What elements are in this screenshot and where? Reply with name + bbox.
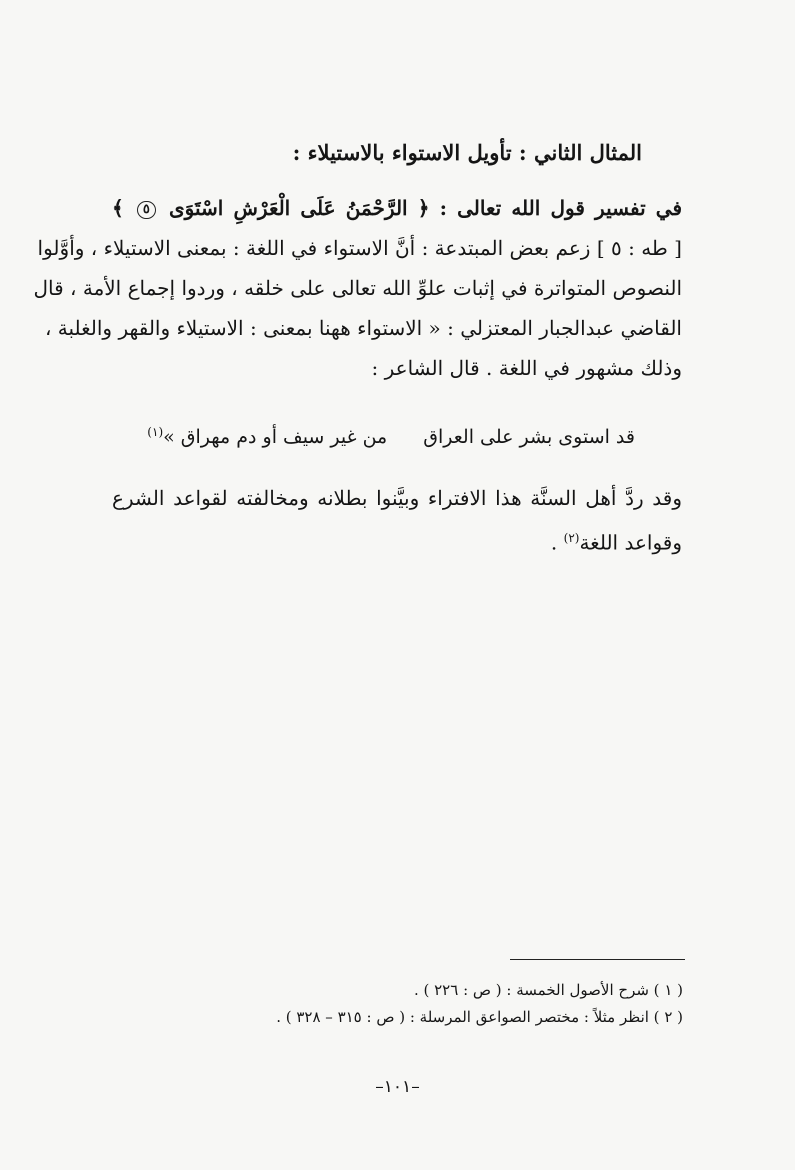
paragraph-2 bbox=[112, 478, 682, 563]
paragraph-2-line-2-text: وقواعد اللغة bbox=[579, 530, 682, 555]
paragraph-1-line-4: القاضي عبدالجبار المعتزلي : « الاستواء ههنا بمعنى : الاستيلاء والقهر والغلبة ، bbox=[44, 316, 682, 340]
paragraph-2-line-1: وقد ردَّ أهل السنَّة هذا الافتراء وبيَّنوا بطلانه ومخالفته لقواعد الشرع bbox=[112, 486, 682, 510]
footnote-2: ( ٢ ) انظر مثلاً : مختصر الصواعق المرسلة : ( ص : ٣١٥ – ٣٢٨ ) . bbox=[276, 1008, 683, 1026]
verse-number-marker: ٥ bbox=[137, 201, 156, 219]
paragraph-1-line-3: النصوص المتواترة في إثبات علوِّ الله تعالى على خلقه ، وردوا إجماع الأمة ، قال bbox=[33, 276, 682, 300]
footnote-ref-1[interactable]: (١) bbox=[147, 425, 164, 439]
section-heading: المثال الثاني : تأويل الاستواء بالاستيلاء : bbox=[292, 140, 642, 165]
paragraph-1-line-2: [ طه : ٥ ] زعم بعض المبتدعة : أنَّ الاستواء في اللغة : بمعنى الاستيلاء ، وأوَّلوا bbox=[37, 236, 682, 260]
footnote-ref-2[interactable]: (٢) bbox=[563, 531, 580, 545]
quran-bracket-close: ﴾ bbox=[112, 196, 124, 220]
footnote-divider bbox=[510, 959, 685, 960]
footnotes-section bbox=[276, 977, 683, 1031]
paragraph-1 bbox=[33, 188, 683, 388]
quran-verse-text: في تفسير قول الله تعالى : ﴿ الرَّحْمَنُ عَلَى الْعَرْشِ اسْتَوَى bbox=[169, 196, 683, 220]
paragraph-2-period: . bbox=[550, 530, 558, 555]
poem-hemistich-1: قد استوى بشر على العراق bbox=[423, 426, 635, 449]
paragraph-1-line-5: وذلك مشهور في اللغة . قال الشاعر : bbox=[371, 356, 682, 380]
page-number: –١٠١– bbox=[375, 1077, 420, 1097]
footnote-1: ( ١ ) شرح الأصول الخمسة : ( ص : ٢٢٦ ) . bbox=[413, 981, 683, 999]
poem-hemistich-2: من غير سيف أو دم مهراق » bbox=[163, 426, 388, 449]
paragraph-1-line-1 bbox=[112, 188, 682, 228]
paragraph-2-line-2 bbox=[112, 518, 682, 563]
poem-verse bbox=[147, 425, 635, 448]
